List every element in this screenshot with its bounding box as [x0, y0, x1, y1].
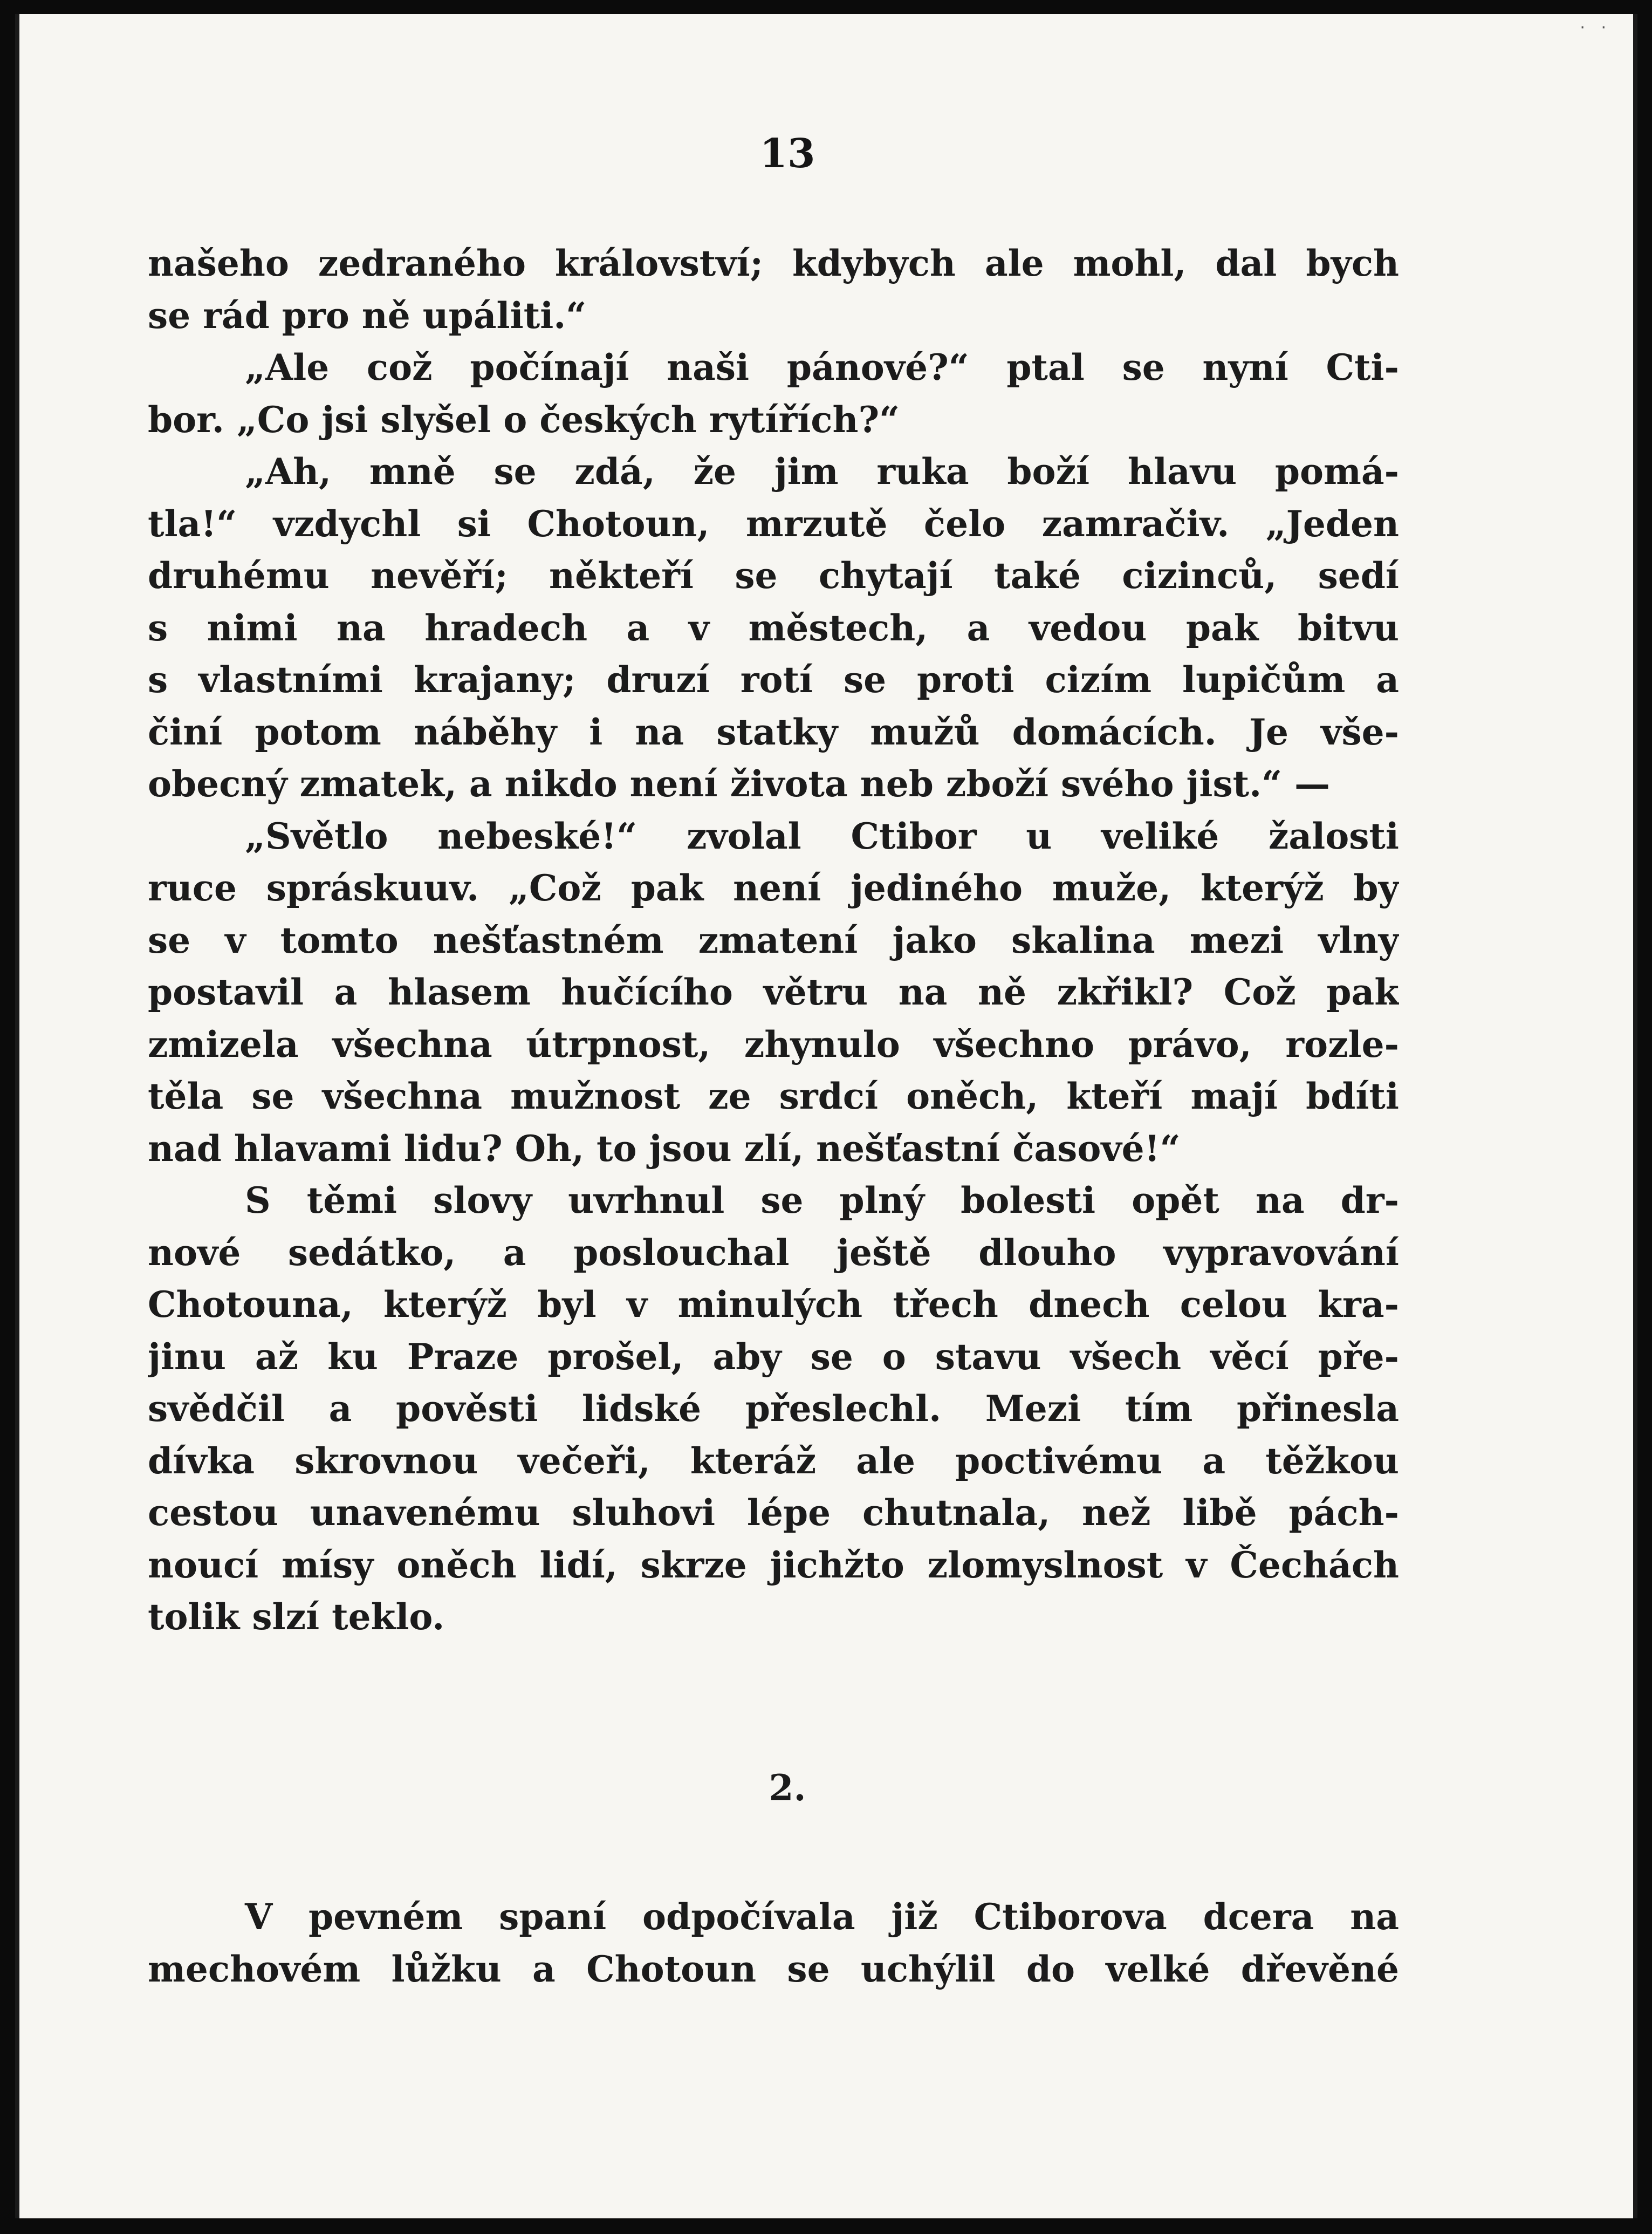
text-line: tla!“ vzdychl si Chotoun, mrzutě čelo zamračiv. „Jeden [148, 502, 1399, 545]
text-line: nad hlavami lidu? Oh, to jsou zlí, nešťastní časové!“ [148, 1127, 1181, 1170]
text-line: činí potom náběhy i na statky mužů domácích. Je vše- [148, 710, 1399, 753]
text-line: se v tomto nešťastném zmatení jako skalina mezi vlny [148, 919, 1399, 961]
text-line: druhému nevěří; někteří se chytají také cizinců, sedí [148, 555, 1399, 597]
text-line: zmizela všechna útrpnost, zhynulo všechno právo, rozle- [148, 1023, 1399, 1065]
text-line: „Ah, mně se zdá, že jim ruka boží hlavu pomá- [245, 450, 1399, 493]
text-line: noucí mísy oněch lidí, skrze jichžto zlomyslnost v Čechách [148, 1543, 1399, 1586]
text-line: nové sedátko, a poslouchal ještě dlouho vypravování [148, 1231, 1399, 1274]
text-line: ruce spráskuuv. „Což pak není jediného muže, kterýž by [148, 867, 1399, 909]
text-line: „Světlo nebeské!“ zvolal Ctibor u veliké žalosti [245, 815, 1399, 857]
scan-specks: · · [1580, 18, 1612, 37]
page-number: 13 [759, 131, 815, 177]
section-text [148, 1891, 1399, 1995]
text-line: našeho zedraného království; kdybych ale mohl, dal bych [148, 242, 1399, 284]
text-line: dívka skrovnou večeři, kteráž ale poctivému a těžkou [148, 1439, 1399, 1482]
text-line: S těmi slovy uvrhnul se plný bolesti opět na dr- [245, 1179, 1399, 1221]
section-number: 2. [769, 1767, 806, 1809]
text-line: těla se všechna mužnost ze srdcí oněch, kteří mají bdíti [148, 1075, 1399, 1117]
text-line: obecný zmatek, a nikdo není života neb zboží svého jist.“ — [148, 763, 1331, 805]
text-line: tolik slzí teklo. [148, 1596, 445, 1638]
text-line: Chotouna, kterýž byl v minulých třech dnech celou kra- [148, 1283, 1399, 1326]
text-line: se rád pro ně upáliti.“ [148, 294, 587, 337]
text-line: „Ale což počínají naši pánové?“ ptal se nyní Cti- [245, 346, 1399, 388]
text-line: s vlastními krajany; druzí rotí se proti cizím lupičům a [148, 659, 1399, 701]
text-line: cestou unavenému sluhovi lépe chutnala, než libě pách- [148, 1492, 1399, 1534]
text-line: bor. „Co jsi slyšel o českých rytířích?“ [148, 398, 900, 441]
text-line: jinu až ku Praze prošel, aby se o stavu všech věcí pře- [148, 1335, 1399, 1378]
text-line: s nimi na hradech a v městech, a vedou pak bitvu [148, 606, 1399, 649]
text-line: V pevném spaní odpočívala již Ctiborova dcera na [245, 1896, 1399, 1938]
main-text [148, 237, 1399, 1643]
text-line: svědčil a pověsti lidské přeslechl. Mezi tím přinesla [148, 1388, 1399, 1430]
text-line: postavil a hlasem hučícího větru na ně zkřikl? Což pak [148, 971, 1399, 1013]
text-line: mechovém lůžku a Chotoun se uchýlil do velké dřevěné [148, 1948, 1399, 1990]
